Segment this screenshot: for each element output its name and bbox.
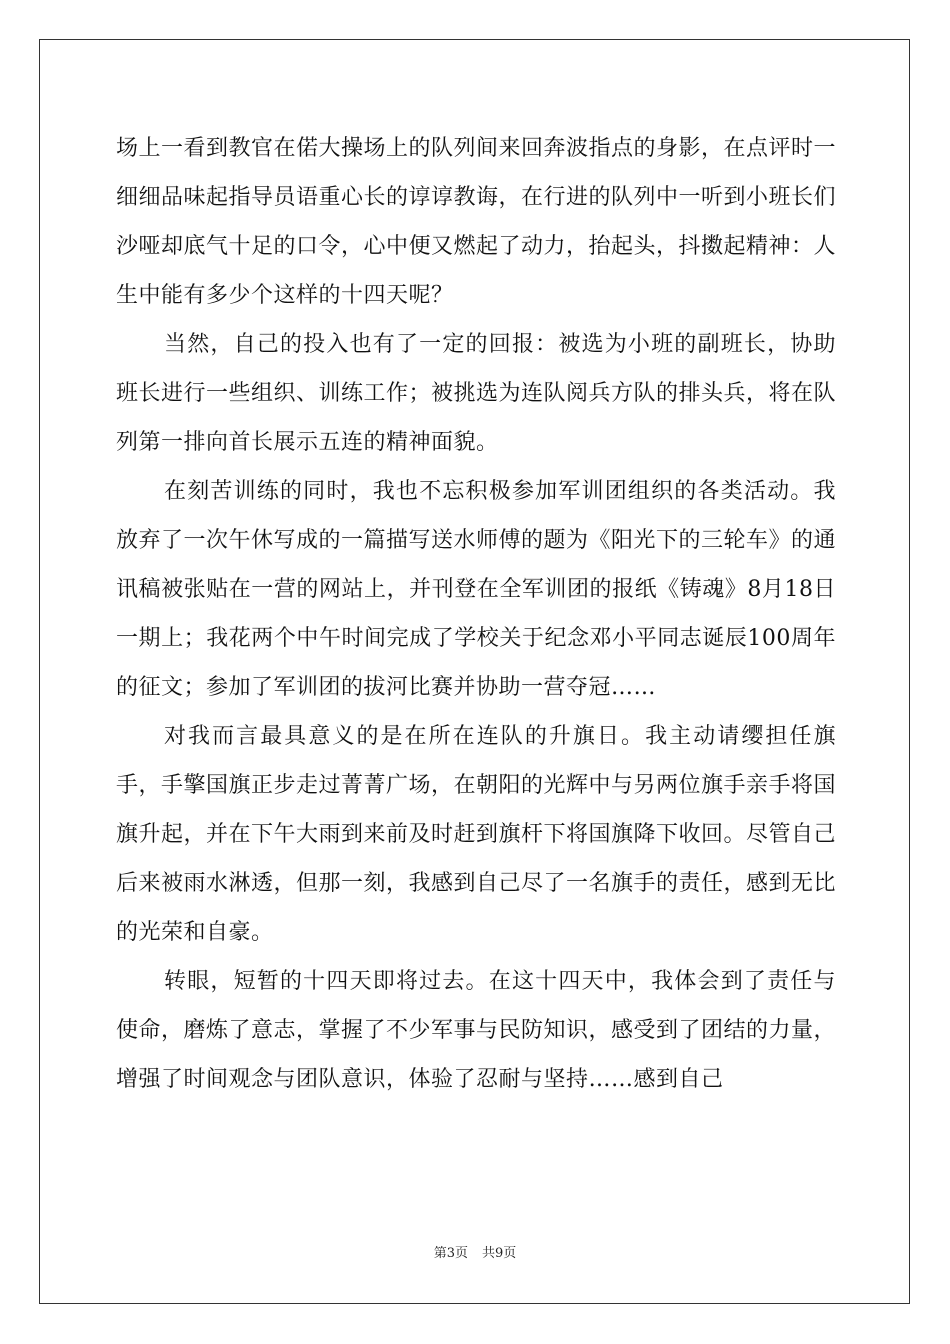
paragraph-5: 转眼，短暂的十四天即将过去。在这十四天中，我体会到了责任与使命，磨炼了意志，掌握了不少军事与民防知识，感受到了团结的力量，增强了时间观念与团队意识，体验了忍耐与坚持……感到自己	[116, 969, 837, 1092]
paragraph-1: 场上一看到教官在偌大操场上的队列间来回奔波指点的身影，在点评时一细细品味起指导员语重心长的谆谆教诲，在行进的队列中一听到小班长们沙哑却底气十足的口令，心中便又燃起了动力，抬起头，抖擞起精神：人生中能有多少个这样的十四天呢？	[116, 136, 837, 308]
page-total: 共9页	[482, 1246, 517, 1261]
page-number: 第3页	[433, 1246, 468, 1261]
paragraph-2: 当然，自己的投入也有了一定的回报：被选为小班的副班长，协助班长进行一些组织、训练工作；被挑选为连队阅兵方队的排头兵，将在队列第一排向首长展示五连的精神面貌。	[116, 332, 837, 455]
paragraph-3: 在刻苦训练的同时，我也不忘积极参加军训团组织的各类活动。我放弃了一次午休写成的一篇描写送水师傅的题为《阳光下的三轮车》的通讯稿被张贴在一营的网站上，并刊登在全军训团的报纸《铸魂》8月18日一期上；我花两个中午时间完成了学校关于纪念邓小平同志诞辰100周年的征文；参加了军训团的拔河比赛并协助一营夺冠……	[116, 479, 837, 700]
paragraph-4: 对我而言最具意义的是在所在连队的升旗日。我主动请缨担任旗手，手擎国旗正步走过菁菁广场，在朝阳的光辉中与另两位旗手亲手将国旗升起，并在下午大雨到来前及时赶到旗杆下将国旗降下收回。尽管自己后来被雨水淋透，但那一刻，我感到自己尽了一名旗手的责任，感到无比的光荣和自豪。	[116, 724, 837, 945]
page-footer	[0, 1245, 950, 1263]
document-body	[116, 124, 836, 1104]
